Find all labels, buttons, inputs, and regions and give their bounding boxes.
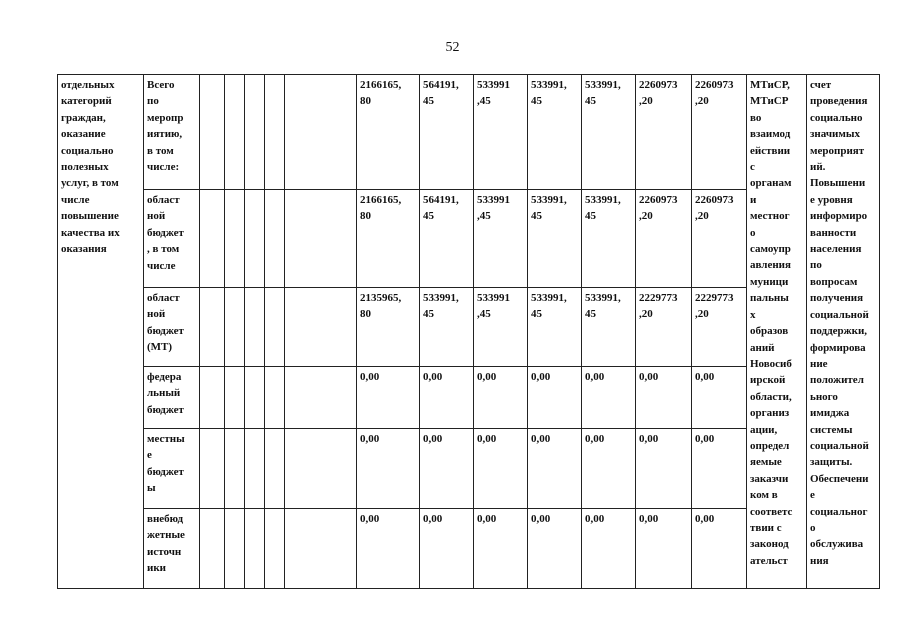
activity-name-cell: отдельных категорий граждан, оказание социально полезных услуг, в том числе повышение качества их оказания (58, 75, 144, 589)
value-cell: 0,00 (420, 429, 474, 509)
program-activity-table (57, 74, 880, 589)
value-cell: 533991, 45 (420, 288, 474, 367)
value-cell: 2135965, 80 (357, 288, 420, 367)
empty-cell (245, 288, 265, 367)
value-cell: 0,00 (636, 429, 692, 509)
empty-cell (225, 190, 245, 288)
empty-cell (245, 429, 265, 509)
value-cell: 2166165, 80 (357, 190, 420, 288)
row-label: Всего по меропр иятию, в том числе: (144, 75, 200, 190)
value-cell: 0,00 (636, 367, 692, 429)
value-cell: 0,00 (420, 367, 474, 429)
empty-cell (265, 288, 285, 367)
empty-cell (285, 509, 357, 589)
value-cell: 533991 ,45 (474, 75, 528, 190)
empty-cell (285, 288, 357, 367)
empty-cell (225, 429, 245, 509)
value-cell: 533991, 45 (528, 288, 582, 367)
executor-cell: МТиСР, МТиСР во взаимод ействии с органам и местног о самоупр авления муници пальны х образов аний Новосиб ирской области, организ ации, определ яемые заказчи ком в соответс твии с законод ательст (747, 75, 807, 589)
empty-cell (265, 367, 285, 429)
row-label: област ной бюджет (МТ) (144, 288, 200, 367)
value-cell: 0,00 (357, 429, 420, 509)
row-label: внебюд жетные источн ики (144, 509, 200, 589)
page-number: 52 (445, 40, 460, 55)
empty-cell (285, 367, 357, 429)
value-cell: 533991 ,45 (474, 190, 528, 288)
row-label: местны е бюджет ы (144, 429, 200, 509)
value-cell: 0,00 (528, 509, 582, 589)
value-cell: 0,00 (420, 509, 474, 589)
value-cell: 0,00 (528, 367, 582, 429)
value-cell: 2260973 ,20 (692, 190, 747, 288)
empty-cell (225, 288, 245, 367)
value-cell: 0,00 (357, 367, 420, 429)
empty-cell (200, 509, 225, 589)
value-cell: 533991, 45 (582, 75, 636, 190)
value-cell: 0,00 (582, 367, 636, 429)
value-cell: 533991, 45 (582, 190, 636, 288)
value-cell: 0,00 (474, 509, 528, 589)
value-cell: 533991 ,45 (474, 288, 528, 367)
value-cell: 564191, 45 (420, 75, 474, 190)
value-cell: 0,00 (582, 429, 636, 509)
value-cell: 0,00 (357, 509, 420, 589)
expected-result-cell: счет проведения социально значимых мероприят ий. Повышени е уровня информиро ванности населения по вопросам получения социальной поддержки, формирова ние положител ьного имиджа системы социальной защиты. Обеспечени е социальног о обслужива ния (807, 75, 880, 589)
empty-cell (200, 75, 225, 190)
empty-cell (265, 509, 285, 589)
value-cell: 2166165, 80 (357, 75, 420, 190)
empty-cell (265, 75, 285, 190)
empty-cell (225, 367, 245, 429)
empty-cell (225, 509, 245, 589)
empty-cell (285, 190, 357, 288)
empty-cell (285, 75, 357, 190)
empty-cell (285, 429, 357, 509)
empty-cell (200, 190, 225, 288)
value-cell: 564191, 45 (420, 190, 474, 288)
empty-cell (245, 190, 265, 288)
empty-cell (245, 75, 265, 190)
value-cell: 0,00 (474, 367, 528, 429)
empty-cell (200, 367, 225, 429)
value-cell: 533991, 45 (528, 75, 582, 190)
value-cell: 2260973 ,20 (636, 75, 692, 190)
value-cell: 0,00 (636, 509, 692, 589)
value-cell: 2229773 ,20 (692, 288, 747, 367)
value-cell: 533991, 45 (582, 288, 636, 367)
value-cell: 533991, 45 (528, 190, 582, 288)
empty-cell (245, 509, 265, 589)
value-cell: 0,00 (474, 429, 528, 509)
value-cell: 0,00 (528, 429, 582, 509)
value-cell: 0,00 (582, 509, 636, 589)
row-label: федера льный бюджет (144, 367, 200, 429)
value-cell: 0,00 (692, 367, 747, 429)
row-label: област ной бюджет , в том числе (144, 190, 200, 288)
empty-cell (265, 190, 285, 288)
value-cell: 2260973 ,20 (692, 75, 747, 190)
value-cell: 0,00 (692, 429, 747, 509)
empty-cell (265, 429, 285, 509)
value-cell: 0,00 (692, 509, 747, 589)
empty-cell (200, 429, 225, 509)
value-cell: 2260973 ,20 (636, 190, 692, 288)
value-cell: 2229773 ,20 (636, 288, 692, 367)
empty-cell (245, 367, 265, 429)
empty-cell (200, 288, 225, 367)
table-row (58, 75, 880, 190)
empty-cell (225, 75, 245, 190)
